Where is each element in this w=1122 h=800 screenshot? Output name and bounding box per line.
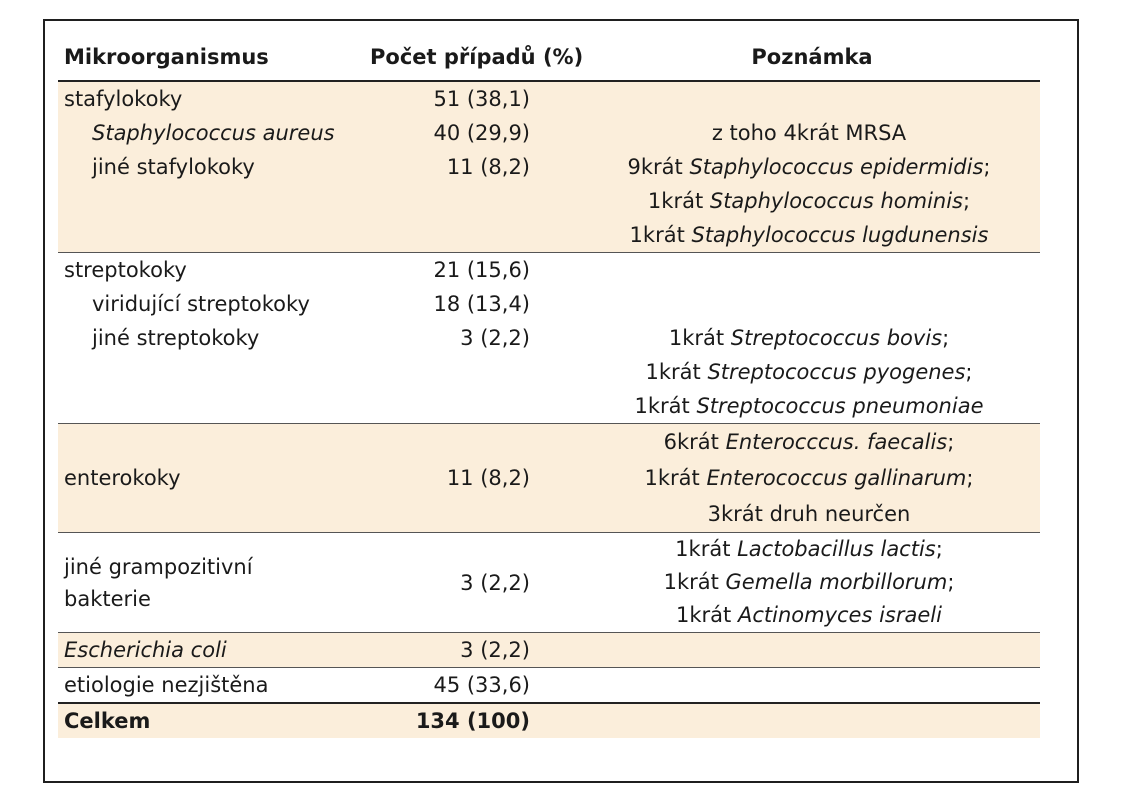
row-note bbox=[578, 321, 1040, 424]
row-count: 18 (13,4) bbox=[433, 292, 530, 316]
row-count: 3 (2,2) bbox=[460, 326, 530, 350]
header-case-count: Počet případů (%) bbox=[358, 34, 578, 81]
row-name: Staphylococcus aureus bbox=[58, 116, 358, 150]
row-name: stafylokoky bbox=[58, 81, 358, 116]
table-row bbox=[58, 424, 1040, 533]
row-count: 51 (38,1) bbox=[358, 81, 578, 116]
total-label: Celkem bbox=[58, 703, 358, 738]
note-line: 9krát Staphylococcus epidermidis; bbox=[627, 155, 991, 179]
table-row bbox=[58, 668, 1040, 704]
note-line: z toho 4krát MRSA bbox=[711, 121, 907, 145]
row-name: enterokoky bbox=[58, 424, 358, 533]
table-row bbox=[58, 633, 1040, 668]
row-name: streptokoky bbox=[58, 253, 358, 288]
table-row bbox=[58, 321, 1040, 424]
row-note bbox=[578, 533, 1040, 633]
row-note bbox=[578, 668, 1040, 704]
note-line: 1krát Streptococcus pneumoniae bbox=[634, 394, 984, 418]
table-row bbox=[58, 533, 1040, 633]
row-note bbox=[578, 81, 1040, 116]
row-note bbox=[578, 116, 1040, 150]
table-row bbox=[58, 81, 1040, 116]
note-line: 1krát Staphylococcus lugdunensis bbox=[629, 223, 989, 247]
note-line: 1krát Streptococcus bovis; bbox=[668, 326, 950, 350]
header-microorganism: Mikroorganismus bbox=[58, 34, 358, 81]
total-count: 134 (100) bbox=[358, 703, 578, 738]
table-row bbox=[58, 253, 1040, 288]
row-name: etiologie nezjištěna bbox=[58, 668, 358, 704]
table-header-row bbox=[58, 34, 1040, 81]
note-line: 1krát Actinomyces israeli bbox=[676, 603, 942, 627]
row-name: Escherichia coli bbox=[58, 633, 358, 668]
row-name: jiné grampozitivní bakterie bbox=[58, 533, 358, 633]
note-line: 3krát druh neurčen bbox=[707, 502, 911, 526]
row-count: 40 (29,9) bbox=[358, 116, 578, 150]
row-note bbox=[578, 150, 1040, 253]
table-total-row bbox=[58, 703, 1040, 738]
row-count: 45 (33,6) bbox=[358, 668, 578, 704]
note-line: 1krát Lactobacillus lactis; bbox=[675, 537, 943, 561]
row-count: 3 (2,2) bbox=[358, 633, 578, 668]
row-name: jiné streptokoky bbox=[92, 326, 260, 350]
row-name: viridující streptokoky bbox=[92, 292, 310, 316]
table-row bbox=[58, 150, 1040, 253]
row-note bbox=[578, 253, 1040, 288]
table-row bbox=[58, 116, 1040, 150]
row-count: 3 (2,2) bbox=[358, 533, 578, 633]
microorganism-table bbox=[58, 34, 1040, 738]
note-line: 1krát Streptococcus pyogenes; bbox=[645, 360, 973, 384]
row-note bbox=[578, 703, 1040, 738]
row-note bbox=[578, 424, 1040, 533]
note-line: 1krát Gemella morbillorum; bbox=[663, 570, 955, 594]
row-count: 21 (15,6) bbox=[358, 253, 578, 288]
note-line: 1krát Enterococcus gallinarum; bbox=[644, 466, 974, 490]
row-name: jiné stafylokoky bbox=[58, 150, 358, 253]
row-count: 11 (8,2) bbox=[358, 424, 578, 533]
table-frame bbox=[43, 19, 1079, 783]
note-line: 1krát Staphylococcus hominis; bbox=[647, 189, 971, 213]
row-count: 11 (8,2) bbox=[358, 150, 578, 253]
row-note bbox=[578, 287, 1040, 321]
header-note: Poznámka bbox=[578, 34, 1040, 81]
row-note bbox=[578, 633, 1040, 668]
table-row bbox=[58, 287, 1040, 321]
note-line: 6krát Enterocccus. faecalis; bbox=[663, 430, 955, 454]
